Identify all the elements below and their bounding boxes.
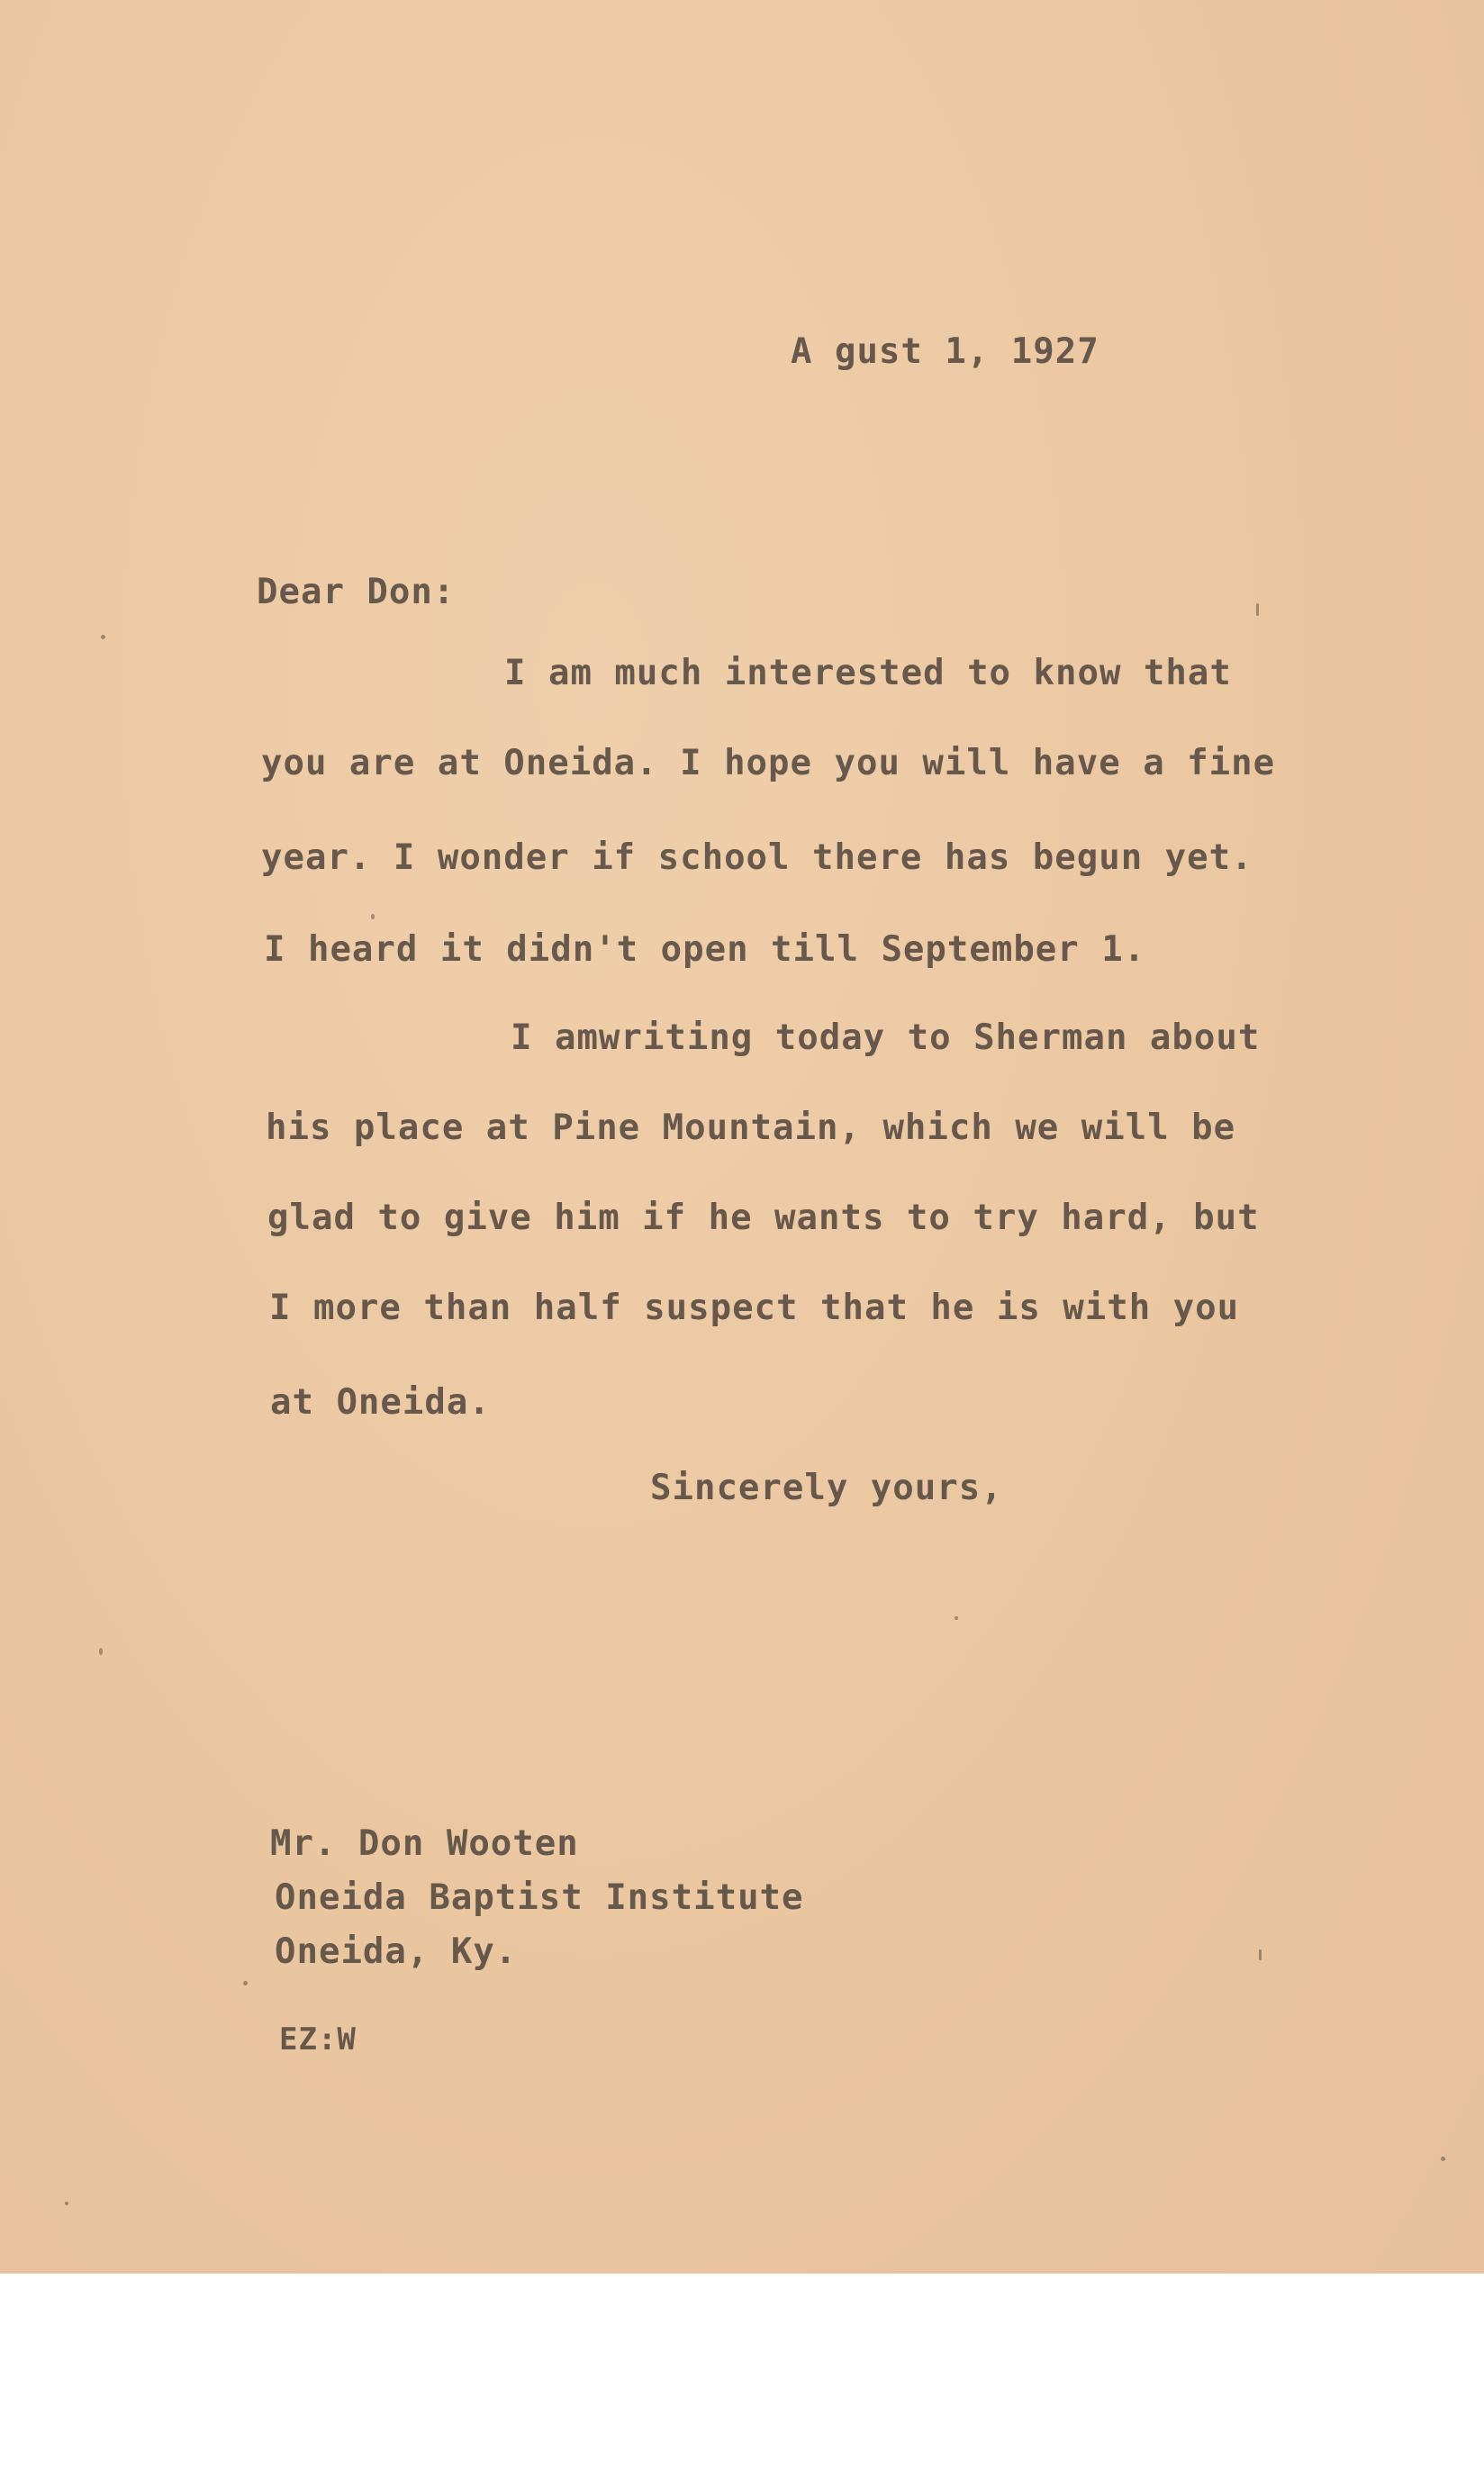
paper-speck xyxy=(101,635,105,639)
paper-speck xyxy=(243,1981,248,1985)
paper-speck xyxy=(1259,1949,1262,1960)
body-line: I heard it didn't open till September 1. xyxy=(264,929,1146,970)
address-city: Oneida, Ky. xyxy=(275,1931,518,1972)
address-institution: Oneida Baptist Institute xyxy=(275,1877,804,1918)
paper-speck xyxy=(1441,2157,1445,2161)
letter-date: A gust 1, 1927 xyxy=(791,331,1099,372)
body-line: you are at Oneida. I hope you will have a fine xyxy=(261,743,1276,783)
salutation: Dear Don: xyxy=(257,572,456,612)
body-line: I am much interested to know that xyxy=(504,653,1232,693)
address-name: Mr. Don Wooten xyxy=(270,1823,579,1864)
body-line: at Oneida. xyxy=(270,1382,491,1423)
paper-speck xyxy=(65,2202,68,2205)
body-line: I more than half suspect that he is with you xyxy=(269,1288,1240,1328)
body-line: year. I wonder if school there has begun yet. xyxy=(261,837,1253,878)
body-line: I amwriting today to Sherman about xyxy=(511,1017,1261,1058)
paper-speck xyxy=(1256,603,1259,616)
body-line: his place at Pine Mountain, which we will be xyxy=(266,1108,1236,1148)
paper-speck xyxy=(371,914,375,919)
typist-initials: EZ:W xyxy=(279,2021,357,2057)
closing: Sincerely yours, xyxy=(650,1468,1003,1508)
paper-speck xyxy=(99,1648,103,1655)
paper-speck xyxy=(955,1616,958,1620)
body-line: glad to give him if he wants to try hard, but xyxy=(267,1198,1260,1238)
